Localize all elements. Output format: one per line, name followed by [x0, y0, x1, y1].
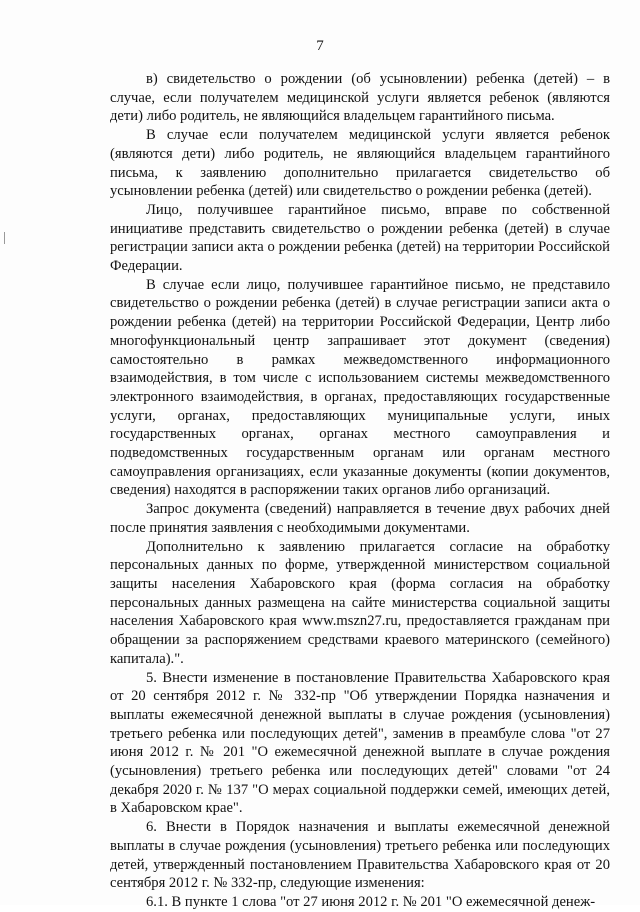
paragraph-own-initiative: Лицо, получившее гарантийное письмо, вправе по собственной инициативе представить свидетельство о рождении ребенка (детей) в случае регистрации записи акта о рождении ребенка (детей) на территории Российской Федерации.	[110, 201, 610, 275]
paragraph-interagency-request: В случае если лицо, получившее гарантийное письмо, не представило свидетельство о рождении ребенка (детей) в случае регистрации записи акта о рождении ребенка (детей) на территории Российской Федерации, Центр либо многофункциональный центр запрашивает этот документ (сведения) самостоятельно в рамках межведомственного информационного взаимодействия, в том числе с использованием системы межведомственного электронного взаимодействия, в органах, предоставляющих государственные услуги, органах, предоставляющих муниципальные услуги, иных государственных органах, органах местного самоуправления и подведомственных государственным органам или органам местного самоуправления организациях, если указанные документы (копии документов, сведения) находятся в распоряжении таких органов либо организаций.	[110, 276, 610, 499]
paragraph-adoption-certificate: В случае если получателем медицинской услуги является ребенок (являются дети) либо родитель, не являющийся владельцем гарантийного письма, к заявлению дополнительно прилагается свидетельство об усыновлении ребенка (детей) или свидетельство о рождении ребенка (детей).	[110, 127, 610, 200]
paragraph-birth-certificate-item-v: в) свидетельство о рождении (об усыновлении) ребенка (детей) – в случае, если получателем медицинской услуги является ребенок (являются дети) либо родитель, не являющийся владельцем гарантийного письма.	[110, 71, 610, 125]
paragraph-item-5: 5. Внести изменение в постановление Правительства Хабаровского края от 20 сентября 2012 г. № 332-пр "Об утверждении Порядка назначения и выплаты ежемесячной денежной выплаты в случае рождения (усыновления) третьего ребенка или последующих детей", заменив в преамбуле слова "от 27 июня 2012 г. № 201 "О ежемесячной денежной выплате в случае рождения (усыновления) третьего ребенка или последующих детей" словами "от 24 декабря 2020 г. № 137 "О мерах социальной поддержки семей, имеющих детей, в Хабаровском крае".	[110, 669, 610, 817]
paragraph-request-deadline: Запрос документа (сведений) направляется в течение двух рабочих дней после принятия заявления с необходимыми документами.	[110, 501, 610, 536]
paragraph-item-6: 6. Внести в Порядок назначения и выплаты ежемесячной денежной выплаты в случае рождения (усыновления) третьего ребенка или последующих детей, утвержденный постановлением Правительства Хабаровского края от 20 сентября 2012 г. № 332-пр, следующие изменения:	[110, 819, 610, 892]
page-number: 7	[316, 38, 324, 54]
scan-edge-mark	[4, 232, 5, 244]
document-body	[110, 70, 610, 912]
paragraph-item-6-1: 6.1. В пункте 1 слова "от 27 июня 2012 г. № 201 "О ежемесячной денеж-	[146, 893, 596, 910]
paragraph-personal-data-consent: Дополнительно к заявлению прилагается согласие на обработку персональных данных по форме, утвержденной министерством социальной защиты населения Хабаровского края (форма согласия на обработку персональных данных размещена на сайте министерства социальной защиты населения Хабаровского края www.mszn27.ru, предоставляется гражданам при обращении за распоряжением средствами краевого материнского (семейного) капитала).".	[110, 538, 610, 667]
